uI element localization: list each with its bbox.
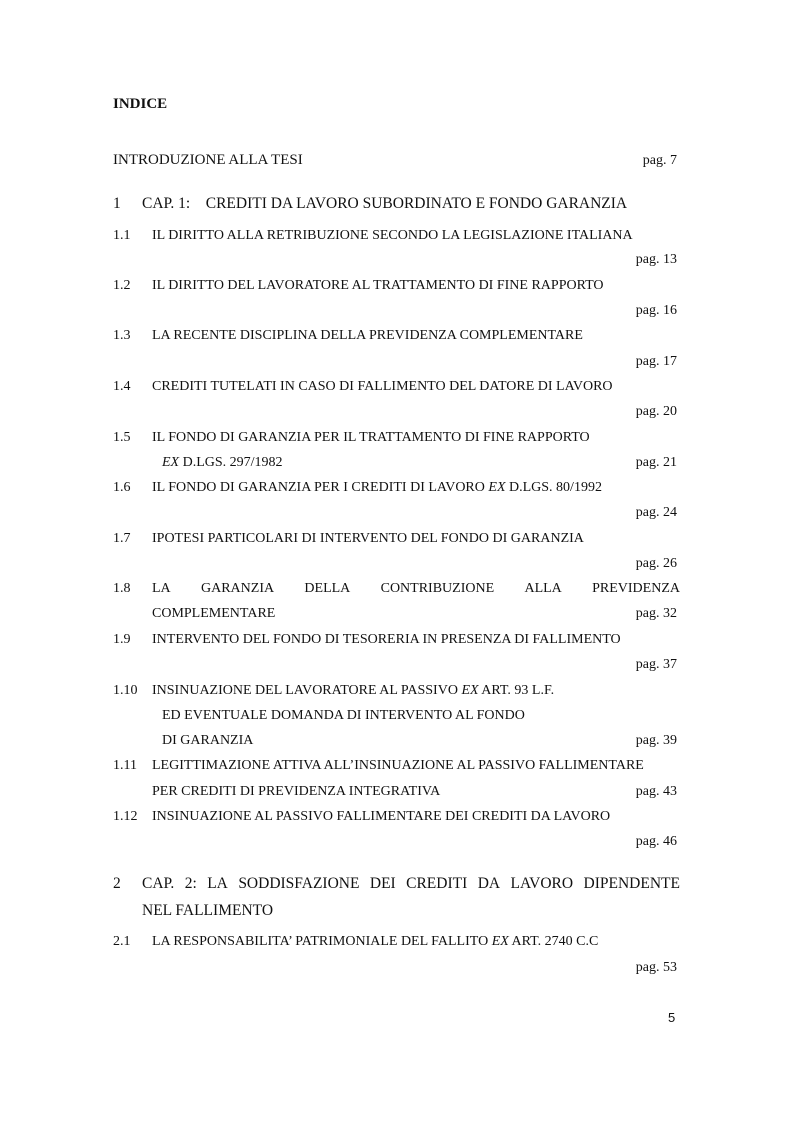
toc-word: ALLA [524, 581, 562, 596]
toc-word: DIPENDENTE [583, 875, 680, 892]
toc-section-title[interactable]: LA RECENTE DISCIPLINA DELLA PREVIDENZA COMPLEMENTARE [152, 328, 583, 343]
toc-section-title[interactable] [152, 581, 680, 597]
toc-section-number: 2.1 [113, 934, 131, 949]
toc-word: LAVORO [510, 875, 574, 892]
toc-section-title-text: D.LGS. 297/1982 [179, 455, 283, 470]
toc-section-number: 1.6 [113, 480, 131, 495]
toc-section-number: 1.7 [113, 531, 131, 546]
toc-section-title-text: ART. 93 L.F. [478, 683, 555, 698]
toc-section-page: pag. 43 [635, 784, 677, 799]
toc-section-title-continuation[interactable]: PER CREDITI DI PREVIDENZA INTEGRATIVA [152, 784, 441, 799]
toc-word: DELLA [304, 581, 351, 596]
toc-section-page: pag. 26 [635, 556, 677, 571]
toc-section-page: pag. 32 [635, 606, 677, 621]
toc-section-title-text: D.LGS. 80/1992 [505, 480, 602, 495]
toc-intro-page: pag. 7 [642, 153, 677, 168]
page-title: INDICE [113, 96, 168, 112]
toc-section-title[interactable] [152, 934, 598, 950]
toc-section-number: 1.1 [113, 228, 131, 243]
toc-section-number: 1.8 [113, 581, 131, 596]
page-number: 5 [668, 1010, 676, 1025]
ex-italic: EX [488, 480, 506, 495]
toc-word: PREVIDENZA [592, 581, 680, 596]
ex-italic: EX [461, 683, 479, 698]
toc-section-title[interactable]: IPOTESI PARTICOLARI DI INTERVENTO DEL FONDO DI GARANZIA [152, 531, 584, 546]
toc-section-title[interactable]: IL DIRITTO ALLA RETRIBUZIONE SECONDO LA LEGISLAZIONE ITALIANA [152, 228, 633, 243]
toc-section-number: 1.10 [113, 683, 138, 698]
toc-section-title-text: ART. 2740 C.C [508, 934, 599, 949]
toc-chapter-title-continuation[interactable]: NEL FALLIMENTO [142, 902, 274, 919]
toc-word: 2: [184, 875, 197, 892]
toc-section-page: pag. 46 [635, 834, 677, 849]
toc-word: CAP. [142, 875, 175, 892]
toc-section-number: 1.5 [113, 430, 131, 445]
toc-word: DEI [369, 875, 396, 892]
toc-word: GARANZIA [200, 581, 275, 596]
toc-section-number: 1.12 [113, 809, 138, 824]
toc-section-title[interactable] [152, 480, 602, 496]
toc-section-title[interactable]: IL DIRITTO DEL LAVORATORE AL TRATTAMENTO DI FINE RAPPORTO [152, 278, 604, 293]
toc-section-title-continuation[interactable]: DI GARANZIA [162, 733, 254, 748]
toc-section-title-text: LA RESPONSABILITA’ PATRIMONIALE DEL FALLITO [152, 934, 492, 949]
toc-section-number: 1.2 [113, 278, 131, 293]
toc-section-title[interactable]: LEGITTIMAZIONE ATTIVA ALL’INSINUAZIONE AL PASSIVO FALLIMENTARE [152, 758, 644, 773]
toc-section-title[interactable]: CREDITI TUTELATI IN CASO DI FALLIMENTO DEL DATORE DI LAVORO [152, 379, 613, 394]
toc-section-title[interactable]: INTERVENTO DEL FONDO DI TESORERIA IN PRESENZA DI FALLIMENTO [152, 632, 621, 647]
toc-section-number: 1.4 [113, 379, 131, 394]
toc-section-number: 1.9 [113, 632, 131, 647]
toc-word: LA [207, 875, 228, 892]
toc-section-page: pag. 21 [635, 455, 677, 470]
toc-section-number: 1.3 [113, 328, 131, 343]
toc-section-page: pag. 39 [635, 733, 677, 748]
toc-section-page: pag. 17 [635, 354, 677, 369]
toc-section-title-continuation[interactable]: COMPLEMENTARE [152, 606, 276, 621]
toc-word: LA [152, 581, 171, 596]
toc-chapter-title[interactable]: CAP. 1: CREDITI DA LAVORO SUBORDINATO E FONDO GARANZIA [142, 195, 628, 212]
ex-italic: EX [162, 455, 180, 470]
toc-section-page: pag. 13 [635, 252, 677, 267]
toc-word: CREDITI [406, 875, 468, 892]
toc-word: DA [477, 875, 501, 892]
toc-section-page: pag. 37 [635, 657, 677, 672]
toc-section-number: 1.11 [113, 758, 137, 773]
toc-section-title-continuation[interactable]: ED EVENTUALE DOMANDA DI INTERVENTO AL FONDO [162, 708, 525, 723]
toc-word: SODDISFAZIONE [238, 875, 360, 892]
toc-chapter-number: 2 [113, 875, 121, 892]
toc-section-title[interactable]: IL FONDO DI GARANZIA PER IL TRATTAMENTO DI FINE RAPPORTO [152, 430, 590, 445]
toc-section-title[interactable]: INSINUAZIONE AL PASSIVO FALLIMENTARE DEI CREDITI DA LAVORO [152, 809, 611, 824]
toc-section-page: pag. 24 [635, 505, 677, 520]
toc-section-title-text: INSINUAZIONE DEL LAVORATORE AL PASSIVO [152, 683, 462, 698]
toc-section-page: pag. 53 [635, 960, 677, 975]
toc-section-page: pag. 20 [635, 404, 677, 419]
toc-chapter-title[interactable] [142, 876, 680, 892]
toc-word: CONTRIBUZIONE [380, 581, 495, 596]
ex-italic: EX [491, 934, 509, 949]
toc-section-title[interactable] [152, 683, 554, 699]
toc-section-title-continuation[interactable] [162, 455, 283, 471]
toc-intro-title[interactable]: INTRODUZIONE ALLA TESI [113, 152, 303, 168]
toc-section-title-text: IL FONDO DI GARANZIA PER I CREDITI DI LAVORO [152, 480, 489, 495]
toc-section-page: pag. 16 [635, 303, 677, 318]
toc-chapter-number: 1 [113, 195, 121, 212]
